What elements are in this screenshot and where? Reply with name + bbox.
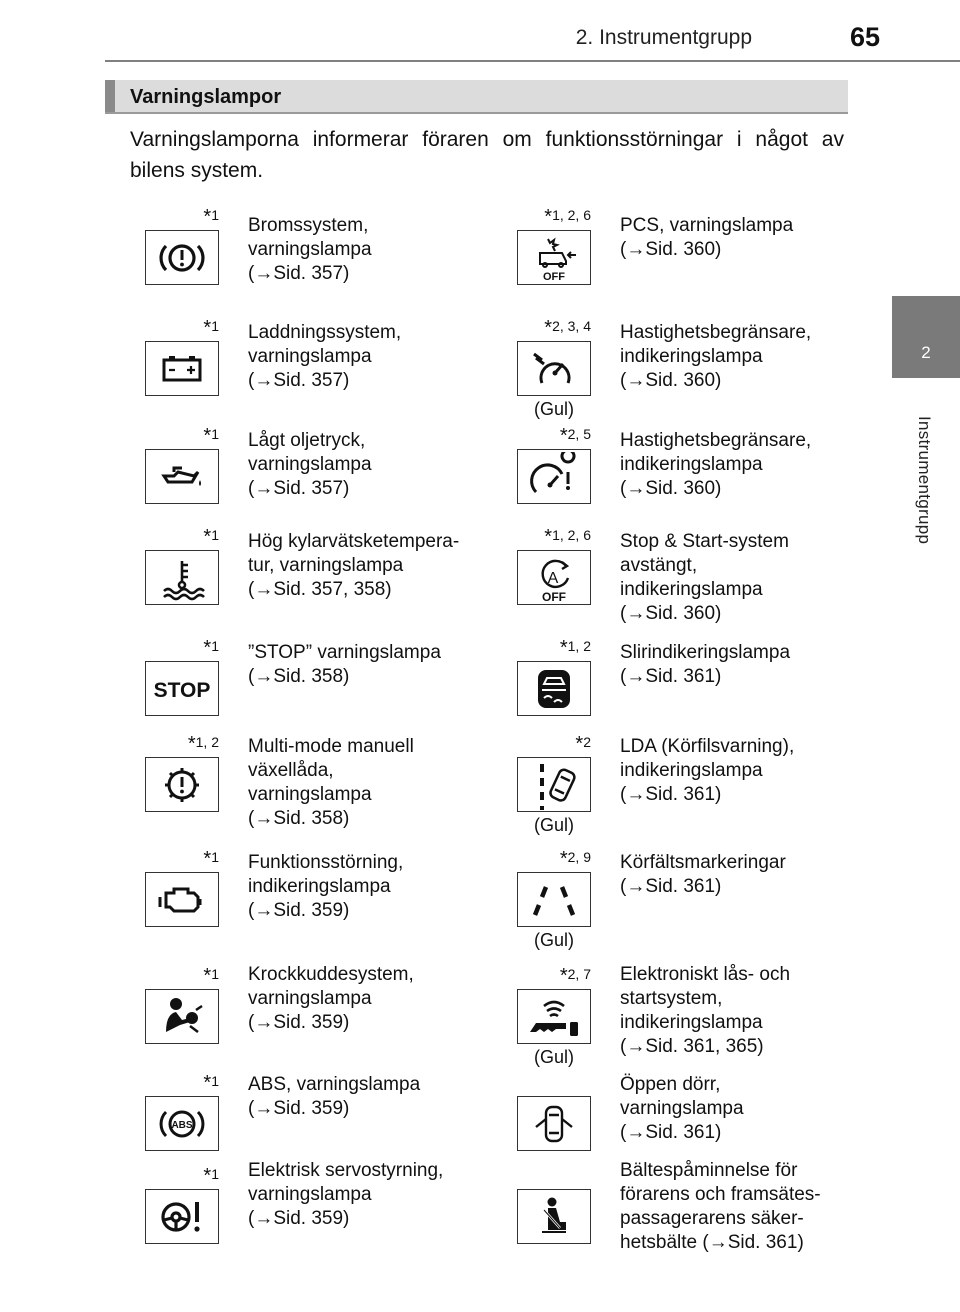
lamp-entry [130,952,490,1062]
battery-icon [145,341,219,396]
lamp-icon-column [517,637,591,716]
warning-lamp-table [130,196,850,1264]
svg-text:A: A [547,569,559,587]
lamp-description-line: indikeringslampa [248,876,391,897]
footnote-star: * [544,317,553,339]
lamp-description [620,429,860,501]
pcs-off-icon [517,230,591,285]
lamp-row [130,196,850,306]
footnote-marker [203,425,219,448]
footnote-number: 1 [211,849,219,865]
footnote-star: * [203,526,212,548]
lamp-entry [130,514,490,628]
lamp-icon-column [145,206,219,285]
lamp-icon-column [517,425,591,504]
oil-pressure-icon [145,449,219,504]
lamp-description-line: tur, varningslampa [248,555,404,576]
footnote-star: * [559,965,568,987]
lamp-row [130,717,850,837]
lane-departure-icon [517,757,591,812]
stop-icon [145,661,219,716]
lamp-description-line: Elektroniskt lås- och [620,964,791,985]
lamp-description-line: startsystem, [620,988,723,1009]
lamp-row [130,952,850,1067]
footnote-number: 1 [211,527,219,543]
lamp-icon-column [517,1189,591,1244]
footnote-marker [203,848,219,871]
lamp-entry [130,1154,490,1264]
footnote-number: 1 [211,426,219,442]
lamp-description-line: hetsbälte (→Sid. 361) [620,1232,804,1253]
lamp-description [248,735,488,831]
footnote-marker [560,425,591,448]
lamp-icon-column [145,965,219,1044]
lamp-row [130,514,850,628]
footnote-marker [203,1165,219,1188]
lamp-description-line: Bältespåminnelse för [620,1160,798,1181]
lamp-description-line: (→Sid. 357, 358) [248,579,392,600]
lamp-description-line: (→Sid. 360) [620,603,722,624]
lamp-description-line: (→Sid. 360) [620,478,722,499]
lamp-description-line: indikeringslampa [620,346,763,367]
lamp-description-line: indikeringslampa [620,454,763,475]
header-rule [105,60,960,62]
lamp-description [248,851,488,923]
lamp-description-line: Hastighetsbegränsare, [620,430,812,451]
open-door-icon [517,1096,591,1151]
footnote-marker [188,733,219,756]
lamp-description-line: avstängt, [620,555,698,576]
chapter-tab [892,296,960,378]
lamp-description [620,530,860,626]
transmission-warning-icon [145,757,219,812]
lamp-description [248,530,488,602]
lamp-row [130,1154,850,1264]
lamp-icon-column [145,425,219,504]
lamp-color-label: (Gul) [534,1047,574,1067]
footnote-number: 2, 7 [567,966,591,982]
lamp-entry [130,412,490,514]
lane-markings-icon [517,872,591,927]
footnote-star: * [203,1072,212,1094]
footnote-marker [203,206,219,229]
lamp-description-line: (→Sid. 359) [248,900,350,921]
lamp-description-line: PCS, varningslampa [620,215,794,236]
lamp-description-line: varningslampa [620,1098,744,1119]
footnote-number: 2, 5 [567,426,591,442]
footnote-number: 1 [211,207,219,223]
chapter-tab-label: Instrumentgrupp [915,416,934,545]
footnote-marker [560,637,591,660]
lamp-description-line: Funktionsstörning, [248,852,404,873]
lamp-entry [502,1154,862,1264]
airbag-icon [145,989,219,1044]
lamp-description-line: (→Sid. 360) [620,370,722,391]
seatbelt-reminder-icon [517,1189,591,1244]
footnote-marker [203,637,219,660]
lamp-description-line: LDA (Körfilsvarning), [620,736,795,757]
lamp-description-line: Öppen dörr, [620,1074,721,1095]
speed-limiter-warning-icon [517,449,591,504]
smart-key-icon [517,989,591,1044]
footnote-star: * [559,848,568,870]
lamp-description-line: indikeringslampa [620,1012,763,1033]
lamp-description-line: varningslampa [248,454,372,475]
lamp-icon-column [517,206,591,285]
abs-icon [145,1096,219,1151]
lamp-entry [130,717,490,837]
svg-text:STOP: STOP [153,678,211,702]
lamp-icon-column [145,1072,219,1151]
lamp-entry [502,837,862,952]
lamp-description [248,1073,488,1121]
footnote-star: * [203,637,212,659]
lamp-description [620,214,860,262]
lamp-icon-column [145,1165,219,1244]
lamp-color-label: (Gul) [534,930,574,950]
lamp-entry [130,837,490,952]
lamp-entry [502,1062,862,1154]
lamp-row [130,412,850,514]
header-title: 2. Instrumentgrupp [575,26,752,49]
lamp-icon-column [517,965,591,1067]
stop-start-off-icon [517,550,591,605]
section-heading-bar [105,80,115,112]
lamp-description [620,735,860,807]
lamp-entry [130,306,490,412]
lamp-description [248,214,488,286]
svg-text:ABS: ABS [171,1119,193,1131]
lamp-icon-column [145,317,219,396]
lamp-row [130,628,850,717]
footnote-number: 2, 3, 4 [552,318,591,334]
lamp-description [620,321,860,393]
lamp-entry [502,628,862,717]
lamp-icon-column [517,848,591,950]
lamp-description-line: Hastighetsbegränsare, [620,322,812,343]
section-heading [105,80,848,114]
chapter-tab-number: 2 [921,343,931,362]
lamp-description-line: Krockkuddesystem, [248,964,414,985]
footnote-star: * [203,848,212,870]
lamp-description-line: (→Sid. 358) [248,666,350,687]
lamp-icon-column [517,733,591,835]
footnote-marker [203,317,219,340]
lamp-description-line: varningslampa [248,239,372,260]
lamp-icon-column [517,317,591,419]
lamp-description-line: (→Sid. 359) [248,1098,350,1119]
svg-text:OFF: OFF [542,589,566,603]
section-heading-text: Varningslampor [130,86,282,108]
lamp-entry [502,196,862,306]
footnote-number: 1, 2, 6 [552,527,591,543]
lamp-description-line: (→Sid. 361, 365) [620,1036,764,1057]
footnote-star: * [203,965,212,987]
lamp-description-line: (→Sid. 361) [620,666,722,687]
lamp-description [248,429,488,501]
lamp-description-line: indikeringslampa [620,760,763,781]
lamp-description-line: (→Sid. 357) [248,263,350,284]
footnote-star: * [203,425,212,447]
lamp-description-line: (→Sid. 361) [620,876,722,897]
lamp-entry [502,952,862,1067]
footnote-star: * [559,425,568,447]
lamp-entry [502,412,862,514]
lamp-color-label: (Gul) [534,399,574,419]
lamp-row [130,837,850,952]
lamp-description-line: varningslampa [248,346,372,367]
footnote-number: 1 [211,966,219,982]
lamp-description-line: Körfältsmarkeringar [620,852,786,873]
footnote-star: * [187,733,196,755]
brake-warning-icon [145,230,219,285]
lamp-entry [130,628,490,717]
footnote-number: 2, 9 [567,849,591,865]
lamp-description [620,1073,860,1145]
check-engine-icon [145,872,219,927]
lamp-entry [502,514,862,628]
lamp-icon-column [517,1096,591,1151]
lamp-description-line: Multi-mode manuell [248,736,414,757]
footnote-number: 1, 2 [195,734,219,750]
power-steering-icon [145,1189,219,1244]
speed-limiter-icon [517,341,591,396]
footnote-number: 2 [583,734,591,750]
lamp-description [248,963,488,1035]
lamp-description-line: Hög kylarvätsketempera- [248,531,460,552]
footnote-marker [544,206,591,229]
footnote-marker [203,1072,219,1095]
footnote-marker [560,848,591,871]
lamp-description-line: (→Sid. 359) [248,1208,350,1229]
lamp-description [620,963,860,1059]
footnote-marker [575,733,591,756]
footnote-marker [560,965,591,988]
lamp-description-line: varningslampa [248,1184,372,1205]
lamp-description-line: (→Sid. 357) [248,478,350,499]
footnote-number: 1 [211,1166,219,1182]
footnote-star: * [203,206,212,228]
lamp-description-line: passagerarens säker- [620,1208,804,1229]
footnote-marker [203,965,219,988]
intro-paragraph: Varningslamporna informerar föraren om funktionsstörningar i något av bilens system. [130,128,844,182]
footnote-number: 1, 2 [567,638,591,654]
lamp-icon-column [145,848,219,927]
lamp-description-line: växellåda, [248,760,334,781]
lamp-description [620,641,860,689]
lamp-description-line: (→Sid. 361) [620,784,722,805]
lamp-description [620,851,860,899]
lamp-icon-column [145,526,219,605]
lamp-description-line: Elektrisk servostyrning, [248,1160,444,1181]
lamp-icon-column [145,637,219,716]
lamp-description-line: Lågt oljetryck, [248,430,366,451]
lamp-icon-column [145,733,219,812]
lamp-entry [130,196,490,306]
lamp-description [248,321,488,393]
lamp-description-line: (→Sid. 358) [248,808,350,829]
lamp-description-line: Stop & Start-system [620,531,789,552]
lamp-icon-column [517,526,591,605]
lamp-description-line: ”STOP” varningslampa [248,642,441,663]
footnote-marker [203,526,219,549]
footnote-star: * [203,1165,212,1187]
lamp-description-line: (→Sid. 359) [248,1012,350,1033]
coolant-temperature-icon [145,550,219,605]
lamp-description-line: Laddningssystem, [248,322,402,343]
lamp-description-line: varningslampa [248,784,372,805]
footnote-number: 1, 2, 6 [552,207,591,223]
slip-indicator-icon [517,661,591,716]
lamp-description-line: Slirindikeringslampa [620,642,791,663]
lamp-description-line: förarens och framsätes- [620,1184,821,1205]
lamp-row [130,1062,850,1154]
footnote-number: 1 [211,638,219,654]
page-number: 65 [849,22,880,52]
lamp-description-line: (→Sid. 357) [248,370,350,391]
footnote-star: * [203,317,212,339]
lamp-row [130,306,850,419]
lamp-description-line: (→Sid. 361) [620,1122,722,1143]
lamp-description [248,641,488,689]
lamp-entry [130,1062,490,1154]
lamp-description [620,1159,860,1255]
lamp-description-line: indikeringslampa [620,579,763,600]
footnote-star: * [544,526,553,548]
footnote-star: * [575,733,584,755]
lamp-description-line: ABS, varningslampa [248,1074,421,1095]
footnote-marker [544,526,591,549]
footnote-number: 1 [211,1073,219,1089]
lamp-entry [502,717,862,837]
lamp-description-line: Bromssystem, [248,215,369,236]
lamp-description-line: varningslampa [248,988,372,1009]
svg-text:OFF: OFF [543,270,565,283]
page-header [0,0,960,62]
lamp-color-label: (Gul) [534,815,574,835]
footnote-marker [544,317,591,340]
footnote-star: * [544,206,553,228]
footnote-star: * [559,637,568,659]
lamp-description [248,1159,488,1231]
lamp-description-line: (→Sid. 360) [620,239,722,260]
footnote-number: 1 [211,318,219,334]
lamp-entry [502,306,862,419]
